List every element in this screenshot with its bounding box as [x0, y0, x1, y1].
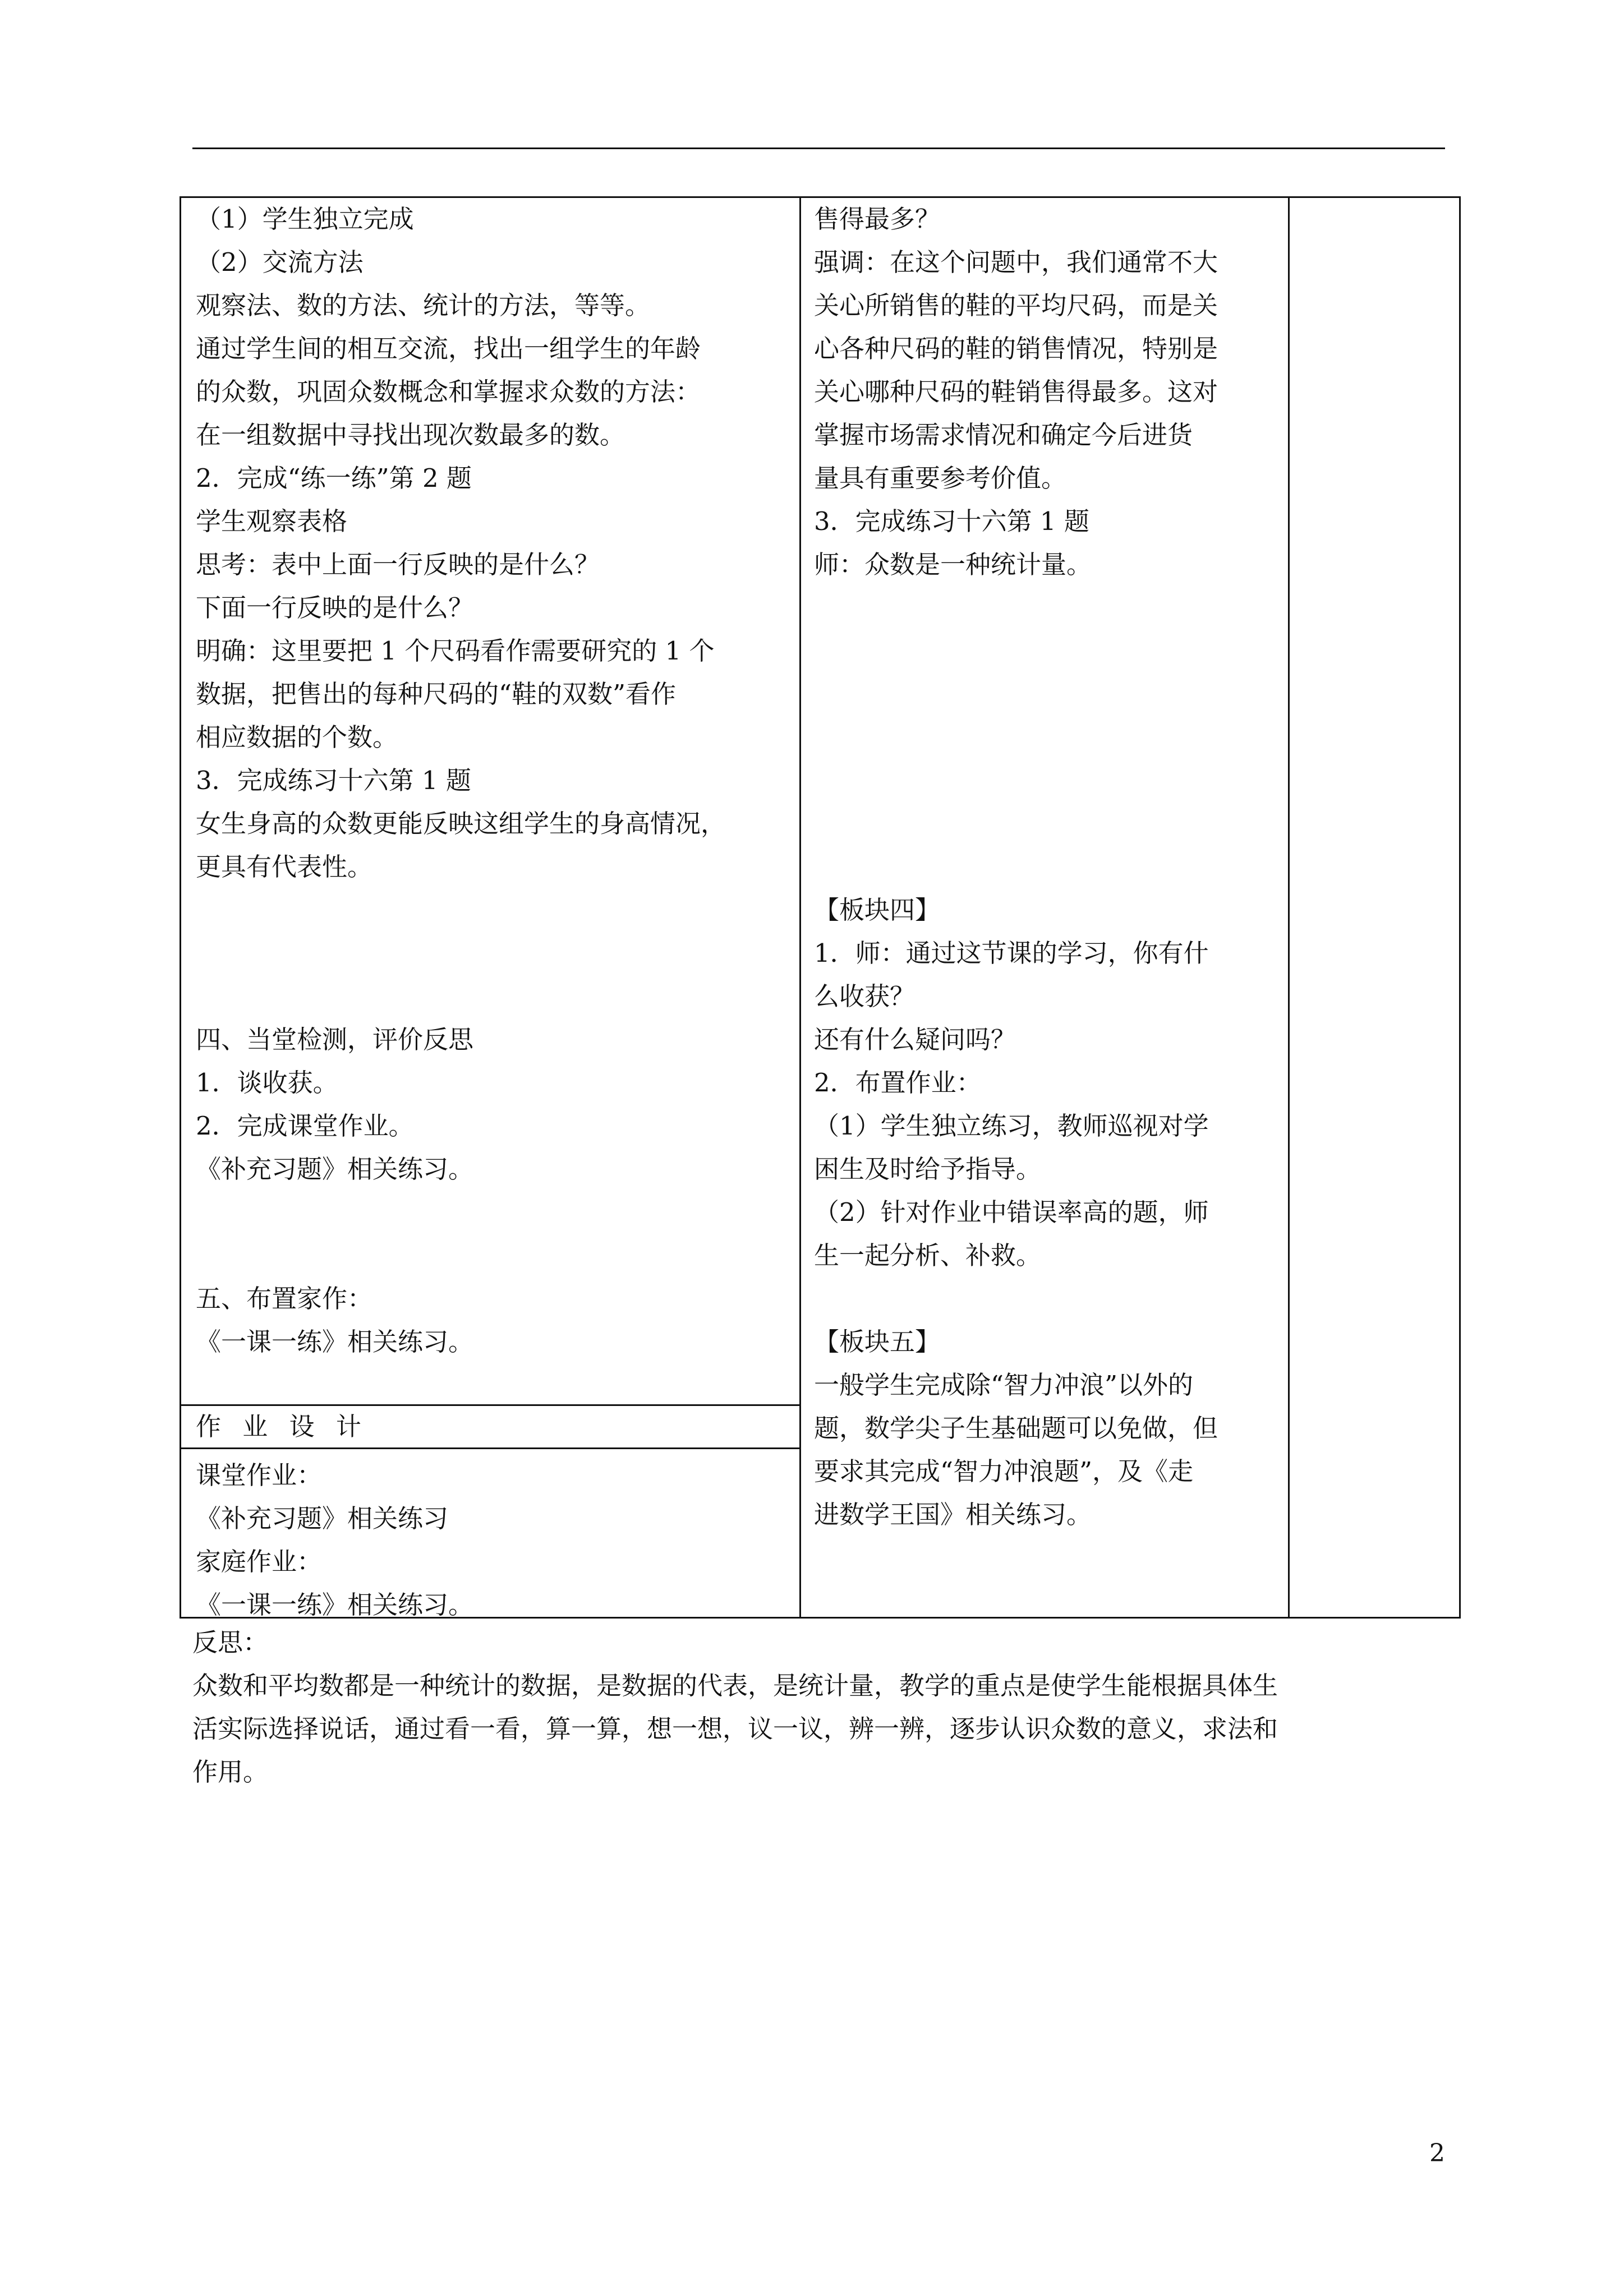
middle-column-line: 么收获？ — [814, 981, 915, 1011]
lesson-plan-table — [180, 196, 1461, 1619]
left-column-line: 的众数，巩固众数概念和掌握求众数的方法： — [196, 377, 701, 407]
left-column-line: 1．谈收获。 — [196, 1068, 338, 1098]
left-column-line: 思考：表中上面一行反映的是什么？ — [196, 550, 600, 579]
middle-column-line — [814, 845, 1218, 888]
homework-title-top-rule — [181, 1404, 799, 1406]
left-column-line: 相应数据的个数。 — [196, 722, 398, 752]
left-column-line: 观察法、数的方法、统计的方法，等等。 — [196, 291, 651, 320]
homework-line: 家庭作业： — [196, 1547, 323, 1576]
middle-column-line — [814, 716, 1218, 759]
middle-column-line: 3．完成练习十六第 1 题 — [814, 506, 1089, 536]
middle-column-line: 生一起分析、补救。 — [814, 1241, 1042, 1270]
homework-title-bottom-rule — [181, 1447, 799, 1449]
left-column-line: （1）学生独立完成 — [196, 204, 414, 234]
middle-column-text — [814, 197, 1218, 1536]
homework-lines — [196, 1454, 473, 1626]
middle-column-line: 【板块四】 — [814, 895, 941, 925]
header-rule — [192, 147, 1445, 149]
left-column-line: 明确：这里要把 1 个尺码看作需要研究的 1 个 — [196, 636, 715, 666]
middle-column-line: 师：众数是一种统计量。 — [814, 550, 1092, 579]
homework-title: 作 业 设 计 — [196, 1412, 368, 1441]
middle-column-line: 2．布置作业： — [814, 1068, 982, 1098]
left-column-line: 五、布置家作： — [196, 1284, 373, 1313]
left-column-line — [196, 888, 726, 932]
middle-column-line: 关心所销售的鞋的平均尺码，而是关 — [814, 291, 1218, 320]
column-divider-right — [1288, 198, 1290, 1617]
middle-column-line — [814, 629, 1218, 672]
middle-column-line: 强调：在这个问题中，我们通常不大 — [814, 247, 1218, 277]
left-column-line — [196, 932, 726, 975]
left-column-line: 2．完成课堂作业。 — [196, 1111, 414, 1141]
left-column-line: 3．完成练习十六第 1 题 — [196, 766, 471, 795]
left-column-line: 四、当堂检测，评价反思 — [196, 1025, 474, 1054]
left-column-line: 通过学生间的相互交流，找出一组学生的年龄 — [196, 334, 701, 363]
page-number: 2 — [1429, 2139, 1445, 2168]
reflection-line: 反思： — [192, 1628, 269, 1657]
middle-column-line: （1）学生独立练习，教师巡视对学 — [814, 1111, 1209, 1141]
left-column-line — [196, 1234, 726, 1277]
middle-column-line — [814, 586, 1218, 629]
homework-line: 《一课一练》相关练习。 — [196, 1590, 474, 1620]
middle-column-line: 掌握市场需求情况和确定今后进货 — [814, 420, 1193, 450]
middle-column-line: 心各种尺码的鞋的销售情况，特别是 — [814, 334, 1218, 363]
reflection-line: 众数和平均数都是一种统计的数据，是数据的代表，是统计量，教学的重点是使学生能根据具体生 — [192, 1671, 1278, 1700]
left-column-line: （2）交流方法 — [196, 247, 364, 277]
left-column-line: 女生身高的众数更能反映这组学生的身高情况， — [196, 809, 726, 838]
middle-column-line: 1．师：通过这节课的学习，你有什 — [814, 938, 1209, 968]
left-column-line — [196, 1191, 726, 1234]
middle-column-line: 【板块五】 — [814, 1327, 941, 1357]
middle-column-line: 还有什么疑问吗？ — [814, 1025, 1016, 1054]
middle-column-line — [814, 802, 1218, 845]
middle-column-line: （2）针对作业中错误率高的题，师 — [814, 1197, 1209, 1227]
middle-column-line — [814, 672, 1218, 716]
left-column-line: 在一组数据中寻找出现次数最多的数。 — [196, 420, 625, 450]
left-column-line: 2．完成“练一练”第 2 题 — [196, 463, 472, 493]
middle-column-line: 题，数学尖子生基础题可以免做，但 — [814, 1413, 1218, 1443]
left-column-line: 《一课一练》相关练习。 — [196, 1327, 474, 1357]
middle-column-line — [814, 1277, 1218, 1320]
left-column-line — [196, 975, 726, 1018]
middle-column-line: 售得最多？ — [814, 204, 941, 234]
reflection-line: 作用。 — [192, 1757, 269, 1787]
left-column-line: 《补充习题》相关练习。 — [196, 1154, 474, 1184]
left-column-line: 更具有代表性。 — [196, 852, 373, 882]
left-column-text — [196, 197, 726, 1363]
middle-column-line: 进数学王国》相关练习。 — [814, 1500, 1092, 1529]
left-column-line: 学生观察表格 — [196, 506, 348, 536]
homework-line: 《补充习题》相关练习 — [196, 1504, 449, 1533]
column-divider-left — [799, 198, 801, 1617]
middle-column-line: 困生及时给予指导。 — [814, 1154, 1042, 1184]
middle-column-line: 关心哪种尺码的鞋销售得最多。这对 — [814, 377, 1218, 407]
left-column-line: 数据，把售出的每种尺码的“鞋的双数”看作 — [196, 679, 677, 709]
homework-line: 课堂作业： — [196, 1460, 323, 1490]
middle-column-line: 量具有重要参考价值。 — [814, 463, 1067, 493]
middle-column-line — [814, 759, 1218, 802]
left-column-line: 下面一行反映的是什么？ — [196, 593, 474, 623]
middle-column-line: 要求其完成“智力冲浪题”，及《走 — [814, 1456, 1194, 1486]
reflection-line: 活实际选择说话，通过看一看，算一算，想一想，议一议，辨一辨，逐步认识众数的意义，求法和 — [192, 1714, 1278, 1744]
reflection-text — [192, 1621, 1278, 1794]
middle-column-line: 一般学生完成除“智力冲浪”以外的 — [814, 1370, 1194, 1400]
